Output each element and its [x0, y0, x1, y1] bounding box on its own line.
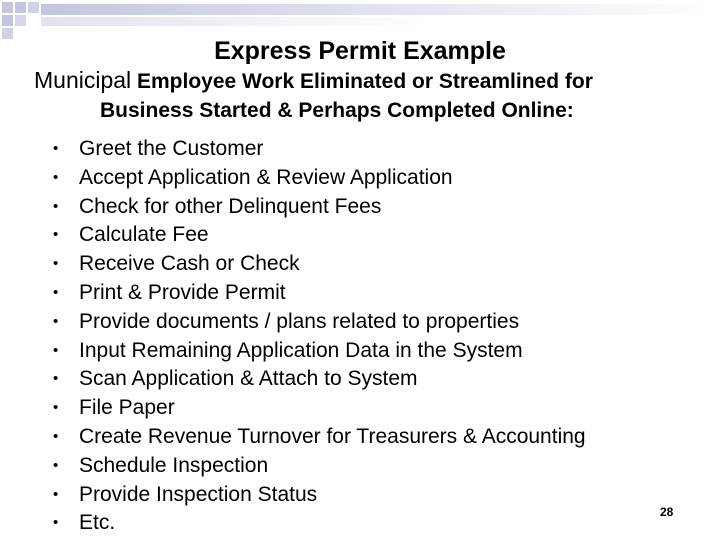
bullet-text: Provide Inspection Status	[79, 482, 318, 506]
bullet-text: Schedule Inspection	[79, 453, 269, 477]
deco-bar	[41, 4, 720, 15]
bullet-dot-icon: •	[53, 514, 59, 532]
bullet-dot-icon: •	[53, 399, 59, 417]
bullet-item	[50, 509, 700, 538]
bullet-item	[50, 250, 700, 279]
bullet-dot-icon: •	[53, 168, 59, 186]
deco-square	[2, 2, 13, 13]
bullet-item	[50, 452, 700, 481]
bullet-text: Input Remaining Application Data in the System	[79, 338, 523, 362]
bullet-item	[50, 394, 700, 423]
bullet-dot-icon: •	[53, 456, 59, 474]
bullet-dot-icon: •	[53, 140, 59, 157]
bullet-text: Provide documents / plans related to properties	[79, 309, 520, 333]
subtitle-bold-line-1: Employee Work Eliminated or Streamlined for	[137, 70, 593, 93]
deco-square	[15, 15, 26, 26]
bullet-dot-icon: •	[53, 341, 59, 359]
bullet-item	[50, 337, 700, 366]
bullet-text: Calculate Fee	[79, 223, 209, 247]
bullet-item	[50, 308, 700, 337]
bullet-text: Print & Provide Permit	[79, 280, 286, 304]
bullet-dot-icon: •	[53, 485, 59, 503]
subtitle-bold-line-2: Business Started & Perhaps Completed Online:	[100, 99, 574, 122]
bullet-dot-icon: •	[53, 427, 59, 445]
bullet-text: Etc.	[79, 511, 116, 535]
bullet-text: Scan Application & Attach to System	[79, 367, 418, 391]
bullet-text: Check for other Delinquent Fees	[79, 194, 382, 218]
subtitle-lead: Municipal	[34, 67, 132, 93]
bullet-item	[50, 135, 700, 164]
bullet-text: Create Revenue Turnover for Treasurers & Accounting	[79, 424, 586, 448]
bullet-item	[50, 481, 700, 510]
slide-title: Express Permit Example	[214, 37, 506, 65]
bullet-text: Accept Application & Review Application	[79, 165, 453, 189]
bullet-dot-icon: •	[53, 370, 59, 388]
bullet-text: File Paper	[79, 396, 175, 420]
bullet-dot-icon: •	[53, 226, 59, 244]
slide-subtitle	[34, 66, 714, 125]
bullet-text: Greet the Customer	[79, 137, 264, 160]
bullet-dot-icon: •	[53, 197, 59, 215]
deco-square	[15, 2, 26, 13]
page-number: 28	[660, 505, 674, 519]
bullet-item	[50, 365, 700, 394]
bullet-item	[50, 164, 700, 193]
bullet-list	[50, 135, 700, 538]
bullet-item	[50, 279, 700, 308]
bullet-dot-icon: •	[53, 255, 59, 273]
bullet-dot-icon: •	[53, 312, 59, 330]
deco-square	[28, 2, 39, 13]
deco-bar	[41, 17, 441, 26]
bullet-dot-icon: •	[53, 283, 59, 301]
corner-squares-decoration	[0, 0, 720, 40]
bullet-item	[50, 423, 700, 452]
bullet-item	[50, 193, 700, 222]
bullet-text: Receive Cash or Check	[79, 252, 300, 276]
bullet-item	[50, 221, 700, 250]
deco-square	[2, 15, 13, 26]
